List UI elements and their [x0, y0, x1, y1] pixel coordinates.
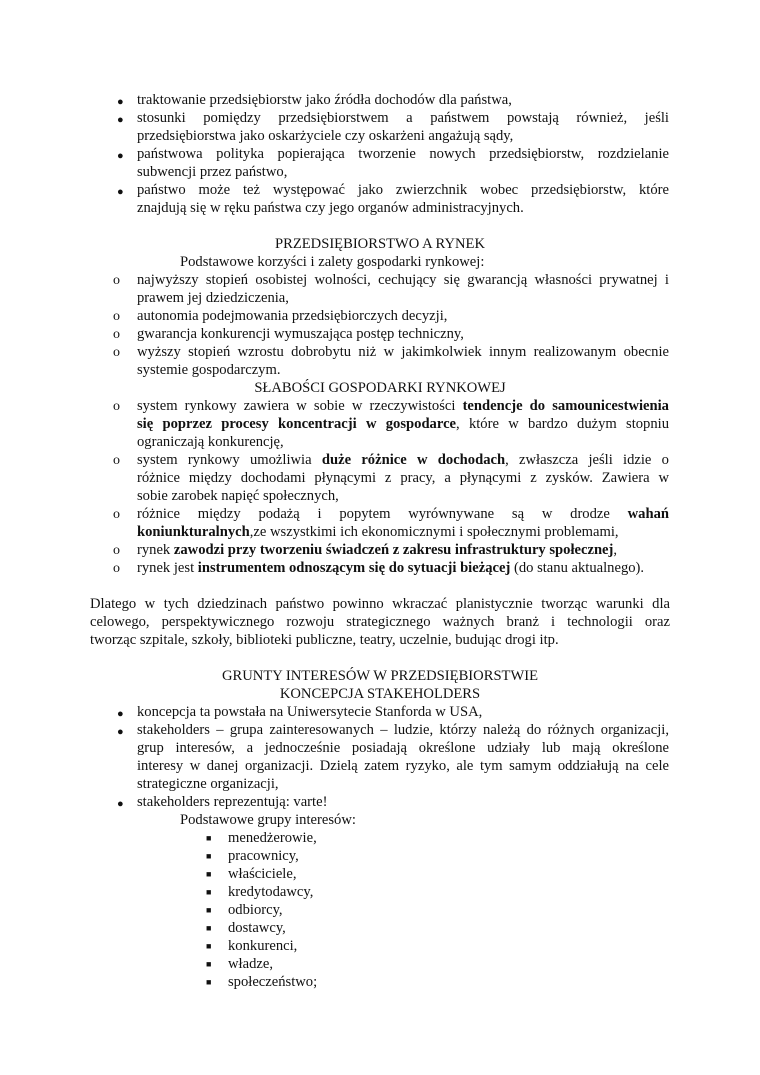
list-item-line: [137, 560, 644, 578]
list-item-line: stosunki pomiędzy przedsiębiorstwem a państwem powstają również, jeśli: [137, 110, 669, 126]
list-item-line: koncepcja ta powstała na Uniwersytecie Stanforda w USA,: [137, 704, 483, 720]
list-item-line: [137, 524, 619, 542]
text-run: rynek jest: [137, 560, 198, 576]
section-heading: PRZEDSIĘBIORSTWO A RYNEK: [274, 236, 485, 252]
square-bullet-icon: ■: [206, 869, 212, 879]
square-bullet-icon: ■: [206, 833, 212, 843]
section-subheading: KONCEPCJA STAKEHOLDERS: [279, 686, 481, 702]
bold-text: tendencje do samounicestwienia: [462, 398, 669, 414]
bullet-marker: ●: [117, 186, 124, 198]
list-item-line: ograniczają konkurencję,: [137, 434, 284, 450]
bullet-marker: ●: [117, 798, 124, 810]
text-run: system rynkowy umożliwia: [137, 452, 322, 468]
square-bullet-icon: ■: [206, 851, 212, 861]
group-item: władze,: [228, 956, 273, 972]
list-item-line: państwo może też występować jako zwierzchnik wobec przedsiębiorstw, które: [137, 182, 669, 198]
square-bullet-icon: ■: [206, 941, 212, 951]
group-item: właściciele,: [228, 866, 297, 882]
circle-bullet-icon: o: [113, 507, 120, 522]
list-item-line: wyższy stopień wzrostu dobrobytu niż w jakimkolwiek innym realizowanym obecnie: [137, 344, 669, 360]
list-item-line: znajdują się w ręku państwa czy jego organów administracyjnych.: [137, 200, 524, 216]
group-item: dostawcy,: [228, 920, 286, 936]
group-item: społeczeństwo;: [228, 974, 318, 990]
circle-bullet-icon: o: [113, 327, 120, 342]
paragraph-line: celowego, perspektywicznego rozwoju strategicznego ważnych branż i technologii oraz: [90, 614, 670, 630]
bold-text: instrumentem odnoszącym się do sytuacji bieżącej: [197, 560, 511, 576]
bold-text: zawodzi przy tworzeniu świadczeń z zakresu infrastruktury społecznej: [173, 542, 614, 558]
text-run: system rynkowy zawiera w sobie w rzeczywistości: [137, 398, 463, 414]
square-bullet-icon: ■: [206, 977, 212, 987]
bold-text: koniunkturalnych: [137, 524, 250, 540]
circle-bullet-icon: o: [113, 399, 120, 414]
group-item: odbiorcy,: [228, 902, 283, 918]
bullet-marker: ●: [117, 150, 124, 162]
group-item: menedżerowie,: [228, 830, 317, 846]
bold-text: duże różnice w dochodach: [321, 452, 506, 468]
paragraph-line: tworząc szpitale, szkoły, biblioteki publiczne, teatry, uczelnie, budując drogi itp.: [90, 632, 559, 648]
list-item-line: grup interesów, a jednocześnie posiadają określone udziały lub mają określone: [137, 740, 669, 756]
text-run: , zwłaszcza jeśli idzie o: [505, 452, 669, 468]
circle-bullet-icon: o: [113, 453, 120, 468]
text-run: ,ze wszystkimi ich ekonomicznymi i społecznymi problemami,: [249, 524, 619, 540]
group-item: pracownicy,: [228, 848, 299, 864]
list-item-line: interesy w danej organizacji. Dzielą zatem ryzyko, ale tym samym oddziałują na cele: [137, 758, 669, 774]
section-heading: SŁABOŚCI GOSPODARKI RYNKOWEJ: [254, 380, 506, 396]
list-item-line: strategiczne organizacji,: [137, 776, 279, 792]
text-run: , które w bardzo dużym stopniu: [456, 416, 669, 432]
list-item-line: [137, 416, 669, 434]
list-item-line: subwencji przez państwo,: [137, 164, 288, 180]
list-item-line: autonomia podejmowania przedsiębiorczych decyzji,: [137, 308, 448, 324]
square-bullet-icon: ■: [206, 923, 212, 933]
bold-text: się poprzez procesy koncentracji w gospodarce: [137, 416, 457, 432]
text-run: rynek: [137, 542, 174, 558]
list-item-line: gwarancja konkurencji wymuszająca postęp techniczny,: [137, 326, 464, 342]
list-item-line: prawem jej dziedziczenia,: [137, 290, 289, 306]
bullet-marker: ●: [117, 708, 124, 720]
list-item-line: [137, 452, 669, 470]
circle-bullet-icon: o: [113, 345, 120, 360]
circle-bullet-icon: o: [113, 273, 120, 288]
circle-bullet-icon: o: [113, 561, 120, 576]
list-item-line: stakeholders reprezentują: varte!: [137, 794, 328, 810]
group-item: kredytodawcy,: [228, 884, 314, 900]
list-item-line: państwowa polityka popierająca tworzenie nowych przedsiębiorstw, rozdzielanie: [137, 146, 669, 162]
list-item-line: [137, 506, 669, 524]
text-run: różnice między podażą i popytem wyrównywane są w drodze: [137, 506, 628, 522]
groups-intro: Podstawowe grupy interesów:: [180, 812, 356, 828]
bold-text: wahań: [627, 506, 669, 522]
section-intro: Podstawowe korzyści i zalety gospodarki rynkowej:: [180, 254, 485, 270]
list-item-line: traktowanie przedsiębiorstw jako źródła dochodów dla państwa,: [137, 92, 512, 108]
bullet-marker: ●: [117, 96, 124, 108]
list-item-line: stakeholders – grupa zainteresowanych – ludzie, którzy należą do różnych organizacji,: [137, 722, 669, 738]
list-item-line: [137, 398, 669, 416]
paragraph-line: Dlatego w tych dziedzinach państwo powinno wkraczać planistycznie tworząc warunki dla: [90, 596, 670, 612]
text-run: ,: [613, 542, 618, 558]
group-item: konkurenci,: [228, 938, 298, 954]
circle-bullet-icon: o: [113, 543, 120, 558]
list-item-line: przedsiębiorstwa jako oskarżyciele czy oskarżeni angażują sądy,: [137, 128, 514, 144]
square-bullet-icon: ■: [206, 905, 212, 915]
section-heading: GRUNTY INTERESÓW W PRZEDSIĘBIORSTWIE: [221, 668, 539, 684]
bullet-marker: ●: [117, 726, 124, 738]
list-item-line: sobie zarobek napięć społecznych,: [137, 488, 339, 504]
list-item-line: różnice między dochodami płynącymi z pracy, a płynącymi z zysków. Zawiera w: [137, 470, 669, 486]
square-bullet-icon: ■: [206, 959, 212, 969]
circle-bullet-icon: o: [113, 309, 120, 324]
list-item-line: systemie gospodarczym.: [137, 362, 281, 378]
text-run: (do stanu aktualnego).: [510, 560, 645, 576]
list-item-line: najwyższy stopień osobistej wolności, cechujący się gwarancją własności prywatnej i: [137, 272, 669, 288]
square-bullet-icon: ■: [206, 887, 212, 897]
list-item-line: [137, 542, 617, 560]
bullet-marker: ●: [117, 114, 124, 126]
